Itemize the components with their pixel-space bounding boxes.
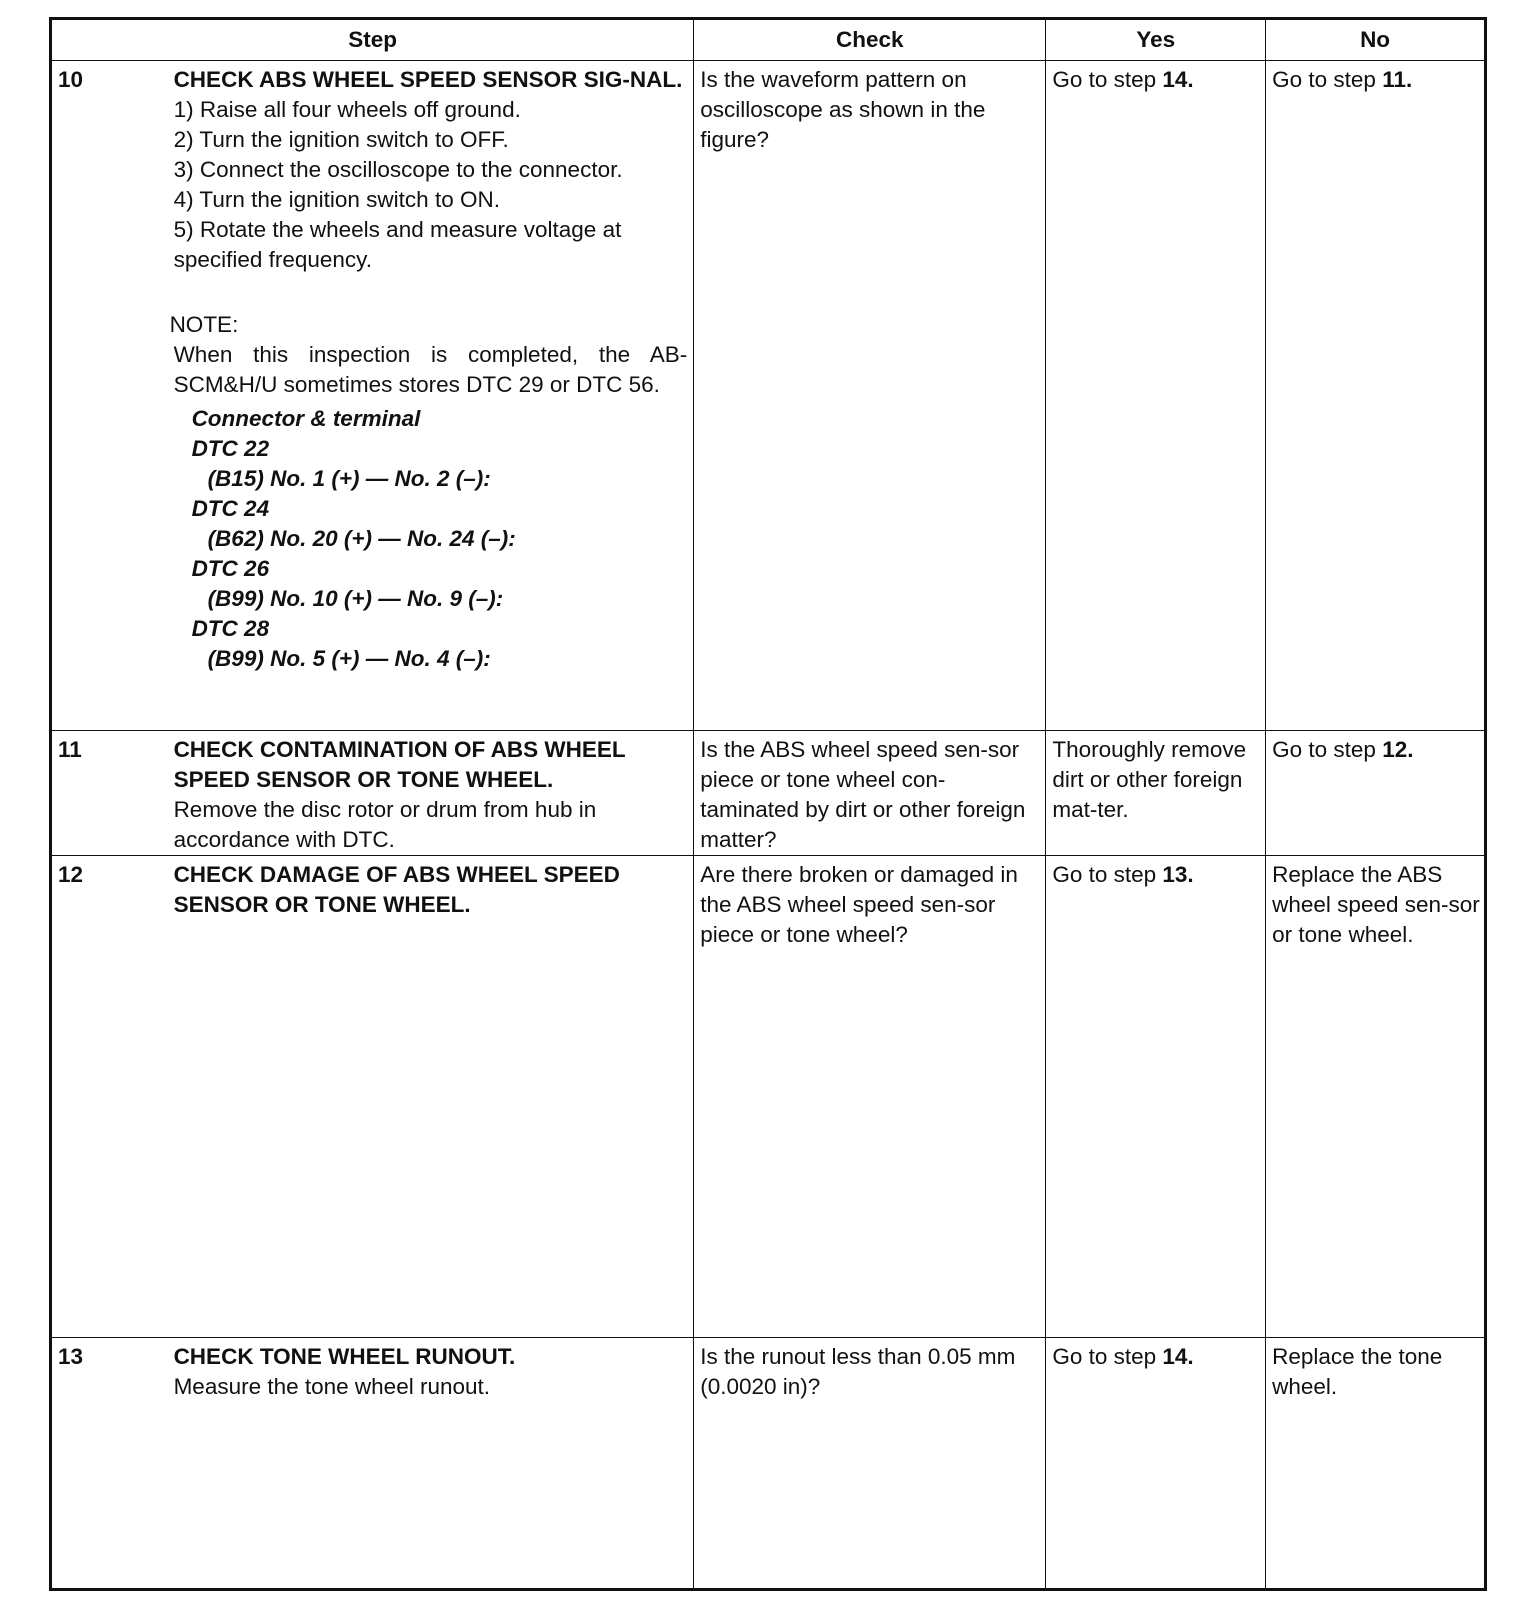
- check-cell: Are there broken or damaged in the ABS wheel speed sen-sor piece or tone wheel?: [694, 856, 1046, 1338]
- yes-text: Go to step: [1052, 1344, 1163, 1369]
- step-line: 2) Turn the ignition switch to OFF.: [173, 127, 509, 152]
- header-step: Step: [51, 19, 694, 61]
- header-yes: Yes: [1046, 19, 1266, 61]
- step-number: 10: [51, 61, 170, 731]
- check-cell: Is the ABS wheel speed sen-sor piece or tone wheel con-taminated by dirt or other foreign matter?: [694, 731, 1046, 856]
- step-content: [170, 1338, 694, 1590]
- step-body: Measure the tone wheel runout.: [173, 1374, 491, 1399]
- step-number: 13: [51, 1338, 170, 1590]
- table-header-row: [51, 19, 1486, 61]
- table-row-10: [51, 61, 1486, 731]
- step-number: 12: [51, 856, 170, 1338]
- step-content: [170, 731, 694, 856]
- no-cell: Replace the tone wheel.: [1266, 1338, 1486, 1590]
- yes-cell: [1046, 1338, 1266, 1590]
- header-check: Check: [694, 19, 1046, 61]
- connector-dtc: DTC 22: [191, 436, 270, 461]
- check-cell: Is the runout less than 0.05 mm (0.0020 in)?: [694, 1338, 1046, 1590]
- yes-text: Go to step: [1052, 67, 1163, 92]
- note-text: When this inspection is completed, the AB-SCM&H/U sometimes stores DTC 29 or DTC 56.: [173, 342, 688, 397]
- step-title: CHECK CONTAMINATION OF ABS WHEEL SPEED SENSOR OR TONE WHEEL.: [173, 737, 626, 792]
- connector-dtc: DTC 26: [191, 556, 270, 581]
- no-step: 11.: [1382, 67, 1413, 92]
- connector-pins: (B99) No. 5 (+) — No. 4 (–):: [207, 646, 491, 671]
- table-row-11: [51, 731, 1486, 856]
- step-title: CHECK DAMAGE OF ABS WHEEL SPEED SENSOR OR TONE WHEEL.: [173, 862, 620, 917]
- step-body: Remove the disc rotor or drum from hub in accordance with DTC.: [173, 797, 597, 852]
- step-line: 5) Rotate the wheels and measure voltage at specified frequency.: [173, 217, 622, 272]
- step-line: 4) Turn the ignition switch to ON.: [173, 187, 500, 212]
- yes-cell: [1046, 61, 1266, 731]
- no-cell: [1266, 61, 1486, 731]
- connector-dtc: DTC 24: [191, 496, 270, 521]
- connector-dtc: DTC 28: [191, 616, 270, 641]
- no-text: Go to step: [1272, 737, 1383, 762]
- no-cell: [1266, 731, 1486, 856]
- connector-pins: (B62) No. 20 (+) — No. 24 (–):: [207, 526, 516, 551]
- yes-step: 14.: [1162, 67, 1194, 92]
- connector-title: Connector & terminal: [191, 406, 421, 431]
- table-row-13: [51, 1338, 1486, 1590]
- connector-pins: (B99) No. 10 (+) — No. 9 (–):: [207, 586, 504, 611]
- note-label: NOTE:: [169, 312, 239, 337]
- yes-cell: Thoroughly remove dirt or other foreign mat-ter.: [1046, 731, 1266, 856]
- step-title: CHECK ABS WHEEL SPEED SENSOR SIG-NAL.: [173, 67, 683, 92]
- yes-text: Go to step: [1052, 862, 1163, 887]
- no-step: 12.: [1382, 737, 1414, 762]
- connector-block: [192, 404, 688, 674]
- diagnostic-table: [49, 17, 1487, 1591]
- step-content: [170, 856, 694, 1338]
- no-text: Go to step: [1272, 67, 1383, 92]
- table-row-12: [51, 856, 1486, 1338]
- no-cell: Replace the ABS wheel speed sen-sor or tone wheel.: [1266, 856, 1486, 1338]
- yes-step: 13.: [1162, 862, 1194, 887]
- yes-cell: [1046, 856, 1266, 1338]
- header-no: No: [1266, 19, 1486, 61]
- step-line: 1) Raise all four wheels off ground.: [173, 97, 521, 122]
- step-number: 11: [51, 731, 170, 856]
- yes-step: 14.: [1162, 1344, 1194, 1369]
- step-content: [170, 61, 694, 731]
- connector-pins: (B15) No. 1 (+) — No. 2 (–):: [207, 466, 491, 491]
- check-cell: Is the waveform pattern on oscilloscope as shown in the figure?: [694, 61, 1046, 731]
- step-line: 3) Connect the oscilloscope to the connector.: [173, 157, 623, 182]
- step-title: CHECK TONE WHEEL RUNOUT.: [173, 1344, 516, 1369]
